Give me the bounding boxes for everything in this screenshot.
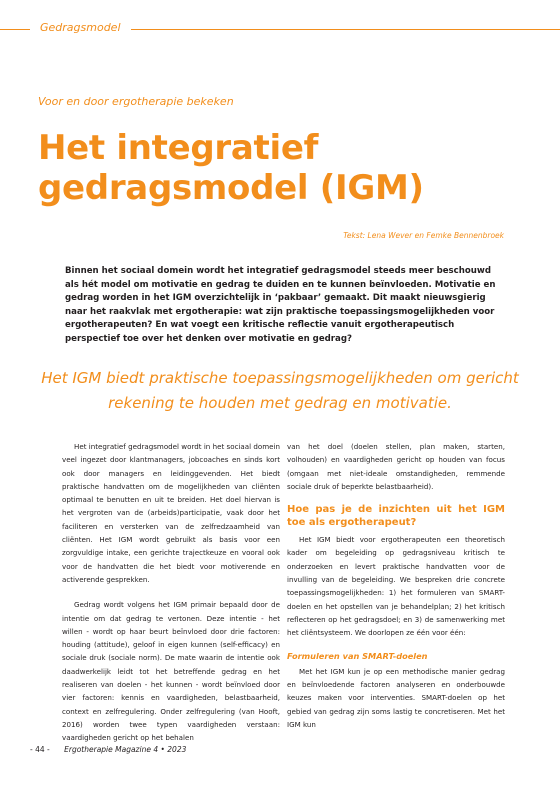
body-paragraph: Het IGM biedt voor ergotherapeuten een theoretisch kader om begeleiding op gedragsniveau kritisch te onderzoeken en levert praktische handvatten voor de invulling van de begeleiding. We bespreken drie concrete toepassingsmogelijkheden: 1) het formuleren van SMART-doelen en het opstellen van je behandelplan; 2) het kritisch reflecteren op het gedragsdoel; en 3) de samenwerking met het cliëntsysteem. We doorlopen ze één voor één: [287,535,505,638]
section-label: Gedragsmodel [30,21,131,34]
byline: Tekst: Lena Wever en Femke Bennenbroek [343,231,504,240]
body-paragraph: Met het IGM kun je op een methodische manier gedrag en beïnvloedende factoren analyseren en onderbouwde keuzes maken voor interventies. SMART-doelen op het gebied van gedrag zijn soms lastig te concretiseren. Met het IGM kun [287,666,505,730]
kicker: Voor en door ergotherapie bekeken [38,95,234,108]
right-column [287,440,505,731]
pull-quote: Het IGM biedt praktische toepassingsmogelijkheden om gericht rekening te houden met gedrag en motivatie. [41,369,519,412]
body-paragraph: Gedrag wordt volgens het IGM primair bepaald door de intentie om dat gedrag te vertonen. Deze intentie - het willen - wordt op haar beurt beïnvloed door drie factoren: houding (attitude), geloof in eigen kunnen (self-efficacy) en sociale druk (sociale norm). De mate waarin de intentie ook daadwerkelijk leidt tot het betreffende gedrag en het realiseren van doelen - het kunnen - wordt beïnvloed door vier factoren: kennis en vaardigheden, belastbaarheid, context en zelfregulering. Onder zelfregulering (van Hooft, 2016) worden twee typen vaardigheden verstaan: vaardigheden gericht op het behalen [62,600,280,743]
page-number: - 44 - [30,745,50,754]
body-paragraph: van het doel (doelen stellen, plan maken, starten, volhouden) en vaardigheden gericht op houden van focus (omgaan met niet-ideale omstandigheden, remmende sociale druk of beperkte belastbaarheid). [287,442,505,491]
body-paragraph: Het integratief gedragsmodel wordt in het sociaal domein veel ingezet door klantmanagers, jobcoaches en sinds kort ook door managers en leidinggevenden. Het biedt praktische handvatten om de mogelijkheden van cliënten optimaal te benutten en uit te breiden. Het doel hiervan is het vergroten van de (arbeids)participatie, vaak door het faciliteren en versterken van de zelfredzaamheid van cliënten. Het IGM wordt gebruikt als basis voor een zorgvuldige intake, een gerichte trajectkeuze en vooral ook voor de handvatten die het biedt voor motiverende en activerende gesprekken. [62,442,280,584]
page-footer [30,745,186,754]
subsection-heading: Formuleren van SMART-doelen [287,650,428,661]
section-heading: Hoe pas je de inzichten uit het IGM toe als ergotherapeut? [287,504,505,529]
left-column [62,440,280,745]
article-title: Het integratief gedragsmodel (IGM) [38,128,424,208]
intro-paragraph: Binnen het sociaal domein wordt het integratief gedragsmodel steeds meer beschouwd als hét model om motivatie en gedrag te duiden en te kunnen beïnvloeden. Motivatie en gedrag worden in het IGM overzichtelijk in ‘pakbaar’ gemaakt. Dit maakt nieuwsgierig naar het raakvlak met ergotherapie: wat zijn praktische toepassingsmogelijkheden voor ergotherapeuten? En wat voegt een kritische reflectie vanuit ergotherapeutisch perspectief toe over het denken over motivatie en gedrag? [65,266,496,344]
magazine-issue: Ergotherapie Magazine 4 • 2023 [64,745,187,754]
